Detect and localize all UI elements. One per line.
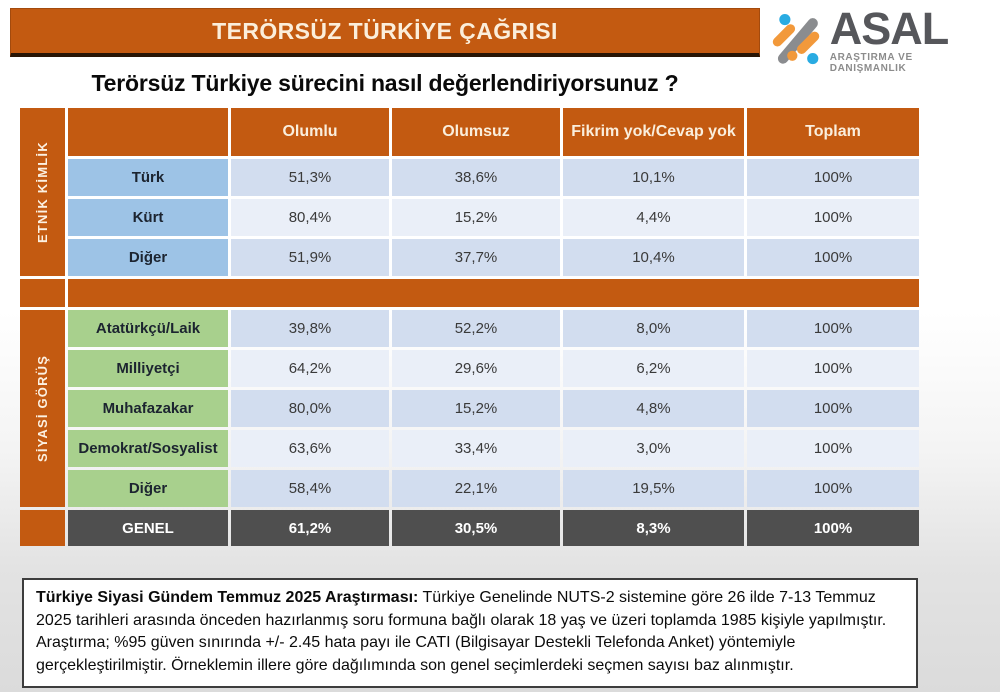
table-cell: 4,4%	[563, 199, 744, 236]
table-cell: 8,0%	[563, 310, 744, 347]
total-cell: 61,2%	[231, 510, 389, 546]
table-cell: 33,4%	[392, 430, 560, 467]
banner-title: TERÖRSÜZ TÜRKİYE ÇAĞRISI	[212, 17, 558, 44]
total-cell: 8,3%	[563, 510, 744, 546]
table-cell: 100%	[747, 310, 919, 347]
group-label-siyasi-gorus: SİYASİ GÖRÜŞ	[20, 310, 65, 507]
table-cell: 100%	[747, 159, 919, 196]
row-label-kurt: Kürt	[68, 199, 228, 236]
table-cell: 10,4%	[563, 239, 744, 276]
table-cell: 39,8%	[231, 310, 389, 347]
methodology-footnote	[22, 578, 918, 688]
table-cell: 100%	[747, 239, 919, 276]
table-cell: 100%	[747, 350, 919, 387]
row-label-ataturkcu-laik: Atatürkçü/Laik	[68, 310, 228, 347]
table-cell: 51,9%	[231, 239, 389, 276]
table-cell: 64,2%	[231, 350, 389, 387]
table-cell: 80,4%	[231, 199, 389, 236]
asal-logo	[770, 3, 992, 74]
table-corner-cell	[68, 108, 228, 156]
table-cell: 10,1%	[563, 159, 744, 196]
row-label-turk: Türk	[68, 159, 228, 196]
row-label-diger-etnik: Diğer	[68, 239, 228, 276]
row-label-milliyetci: Milliyetçi	[68, 350, 228, 387]
asal-logo-name: ASAL	[829, 3, 949, 54]
footnote-body: Türkiye Genelinde NUTS-2 sistemine göre 26 ilde 7-13 Temmuz 2025 tarihleri arasında önceden hazırlanmış soru formuna bağlı olarak 18 yaş ve üzeri toplamda 1985 kişiyle yapılmıştır. Araştırma; %95 güven sınırında +/- 2.45 hata payı ile CATI (Bilgisayar Destekli Telefonda Anket) yöntemiyle gerçekleştirilmiştir. Örneklemin illere göre dağılımında son genel seçimlerdeki seçmen sayısı baz alınmıştır.	[36, 589, 887, 675]
row-label-muhafazakar: Muhafazakar	[68, 390, 228, 427]
table-cell: 100%	[747, 430, 919, 467]
table-cell: 51,3%	[231, 159, 389, 196]
total-cell: 100%	[747, 510, 919, 546]
asal-logo-icon	[770, 12, 826, 68]
table-cell: 15,2%	[392, 390, 560, 427]
group-strip-genel	[20, 510, 65, 546]
column-header-fikrim-yok: Fikrim yok/Cevap yok	[563, 108, 744, 156]
table-cell: 6,2%	[563, 350, 744, 387]
table-cell: 58,4%	[231, 470, 389, 507]
table-cell: 63,6%	[231, 430, 389, 467]
table-cell: 100%	[747, 199, 919, 236]
section-separator-band	[68, 279, 919, 307]
total-row-label: GENEL	[68, 510, 228, 546]
table-cell: 80,0%	[231, 390, 389, 427]
table-cell: 19,5%	[563, 470, 744, 507]
table-cell: 22,1%	[392, 470, 560, 507]
group-label-etnik-kimlik: ETNİK KİMLİK	[20, 108, 65, 276]
column-header-toplam: Toplam	[747, 108, 919, 156]
row-label-diger-siyasi: Diğer	[68, 470, 228, 507]
table-cell: 100%	[747, 390, 919, 427]
group-strip-separator	[20, 279, 65, 307]
table-cell: 37,7%	[392, 239, 560, 276]
table-cell: 4,8%	[563, 390, 744, 427]
footnote-lead: Türkiye Siyasi Gündem Temmuz 2025 Araştırması:	[36, 589, 419, 606]
survey-question: Terörsüz Türkiye sürecini nasıl değerlendiriyorsunuz ?	[91, 70, 679, 96]
table-cell: 15,2%	[392, 199, 560, 236]
table-cell: 38,6%	[392, 159, 560, 196]
poll-results-table	[20, 108, 919, 546]
column-header-olumlu: Olumlu	[231, 108, 389, 156]
column-header-olumsuz: Olumsuz	[392, 108, 560, 156]
table-cell: 52,2%	[392, 310, 560, 347]
table-cell: 100%	[747, 470, 919, 507]
row-label-demokrat-sosyalist: Demokrat/Sosyalist	[68, 430, 228, 467]
title-banner	[10, 8, 760, 57]
asal-logo-tagline: ARAŞTIRMA VE DANIŞMANLIK	[829, 51, 913, 74]
table-cell: 3,0%	[563, 430, 744, 467]
asal-logo-text	[829, 3, 992, 74]
total-cell: 30,5%	[392, 510, 560, 546]
table-cell: 29,6%	[392, 350, 560, 387]
